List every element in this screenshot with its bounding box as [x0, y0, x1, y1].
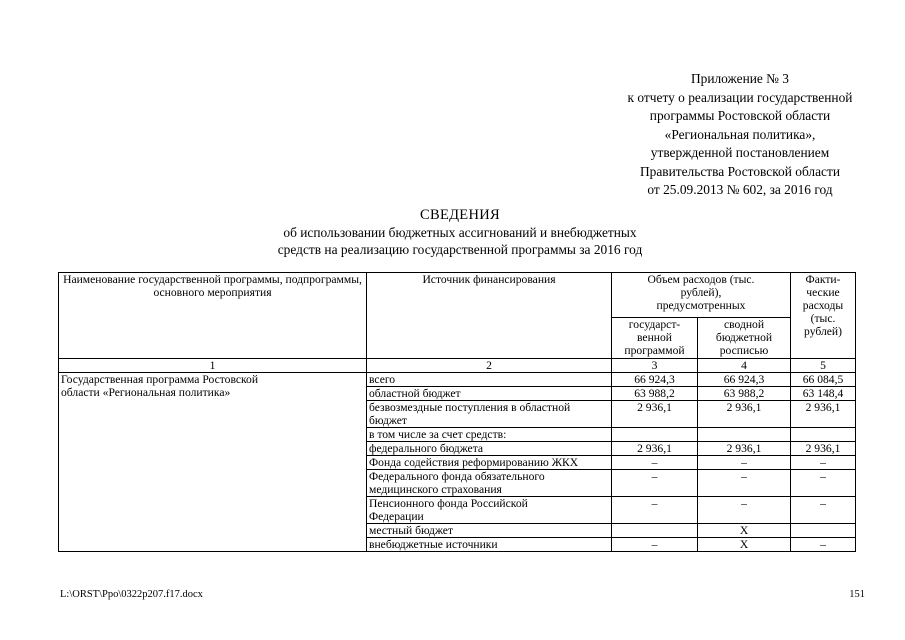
- source-cell: областной бюджет: [367, 387, 612, 401]
- header-actual: Факти-ческие расходы (тыс. рублей): [791, 273, 856, 359]
- column-number: 2: [367, 359, 612, 373]
- appendix-line: Правительства Ростовской области: [639, 163, 841, 179]
- value-budget: [698, 428, 791, 442]
- appendix-line: программы Ростовской области: [649, 108, 831, 123]
- header-program: государст-венной программой: [612, 318, 698, 359]
- header-name: Наименование государственной программы, подпрограммы, основного мероприятия: [59, 273, 367, 359]
- value-program: –: [612, 470, 698, 497]
- value-budget: 2 936,1: [698, 401, 791, 428]
- source-cell: Фонда содействия реформированию ЖКХ: [367, 456, 612, 470]
- value-actual: [791, 524, 856, 538]
- appendix-block: [560, 70, 905, 200]
- value-actual: 2 936,1: [791, 442, 856, 456]
- value-budget: –: [698, 470, 791, 497]
- document-subtitle-line2: средств на реализацию государственной программы за 2016 год: [277, 242, 643, 257]
- source-cell: внебюджетные источники: [367, 538, 612, 552]
- appendix-line: к отчету о реализации государственной: [627, 89, 853, 105]
- value-actual: 63 148,4: [791, 387, 856, 401]
- source-cell: федерального бюджета: [367, 442, 612, 456]
- column-number: 1: [59, 359, 367, 373]
- value-actual: –: [791, 456, 856, 470]
- expenses-table: [58, 272, 856, 552]
- value-program: [612, 428, 698, 442]
- document-title: СВЕДЕНИЯ: [420, 207, 500, 223]
- appendix-line: от 25.09.2013 № 602, за 2016 год: [647, 182, 833, 197]
- column-number: 4: [698, 359, 791, 373]
- value-program: 66 924,3: [612, 373, 698, 387]
- table-row: [59, 373, 856, 387]
- value-program: 2 936,1: [612, 442, 698, 456]
- footer-file-path: L:\ORST\Ppo\0322p207.f17.docx: [60, 589, 203, 600]
- value-program: [612, 524, 698, 538]
- value-budget: X: [698, 524, 791, 538]
- header-planned: Объем расходов (тыс. рублей), предусмотренных: [612, 273, 791, 318]
- value-actual: –: [791, 470, 856, 497]
- appendix-line: «Региональная политика»,: [664, 126, 816, 142]
- value-program: –: [612, 497, 698, 524]
- value-actual: 66 084,5: [791, 373, 856, 387]
- value-program: –: [612, 456, 698, 470]
- source-cell: местный бюджет: [367, 524, 612, 538]
- document-heading: [0, 206, 905, 258]
- value-actual: 2 936,1: [791, 401, 856, 428]
- value-program: 2 936,1: [612, 401, 698, 428]
- column-number: 3: [612, 359, 698, 373]
- value-budget: X: [698, 538, 791, 552]
- value-budget: –: [698, 497, 791, 524]
- header-budget: сводной бюджетной росписью: [698, 318, 791, 359]
- value-actual: [791, 428, 856, 442]
- value-budget: 66 924,3: [698, 373, 791, 387]
- value-actual: –: [791, 497, 856, 524]
- source-cell: Пенсионного фонда Российской Федерации: [367, 497, 612, 524]
- column-number: 5: [791, 359, 856, 373]
- source-cell: в том числе за счет средств:: [367, 428, 612, 442]
- value-program: 63 988,2: [612, 387, 698, 401]
- value-program: –: [612, 538, 698, 552]
- program-name: Государственная программа Ростовской области «Региональная политика»: [59, 373, 367, 552]
- footer-page-number: 151: [849, 589, 865, 600]
- appendix-line: утвержденной постановлением: [650, 145, 830, 160]
- value-budget: 63 988,2: [698, 387, 791, 401]
- value-budget: 2 936,1: [698, 442, 791, 456]
- document-subtitle-line1: об использовании бюджетных ассигнований и внебюджетных: [283, 225, 637, 240]
- appendix-line: Приложение № 3: [690, 71, 790, 86]
- source-cell: всего: [367, 373, 612, 387]
- value-actual: –: [791, 538, 856, 552]
- header-source: Источник финансирования: [367, 273, 612, 359]
- source-cell: безвозмездные поступления в областной бюджет: [367, 401, 612, 428]
- value-budget: –: [698, 456, 791, 470]
- source-cell: Федерального фонда обязательного медицинского страхования: [367, 470, 612, 497]
